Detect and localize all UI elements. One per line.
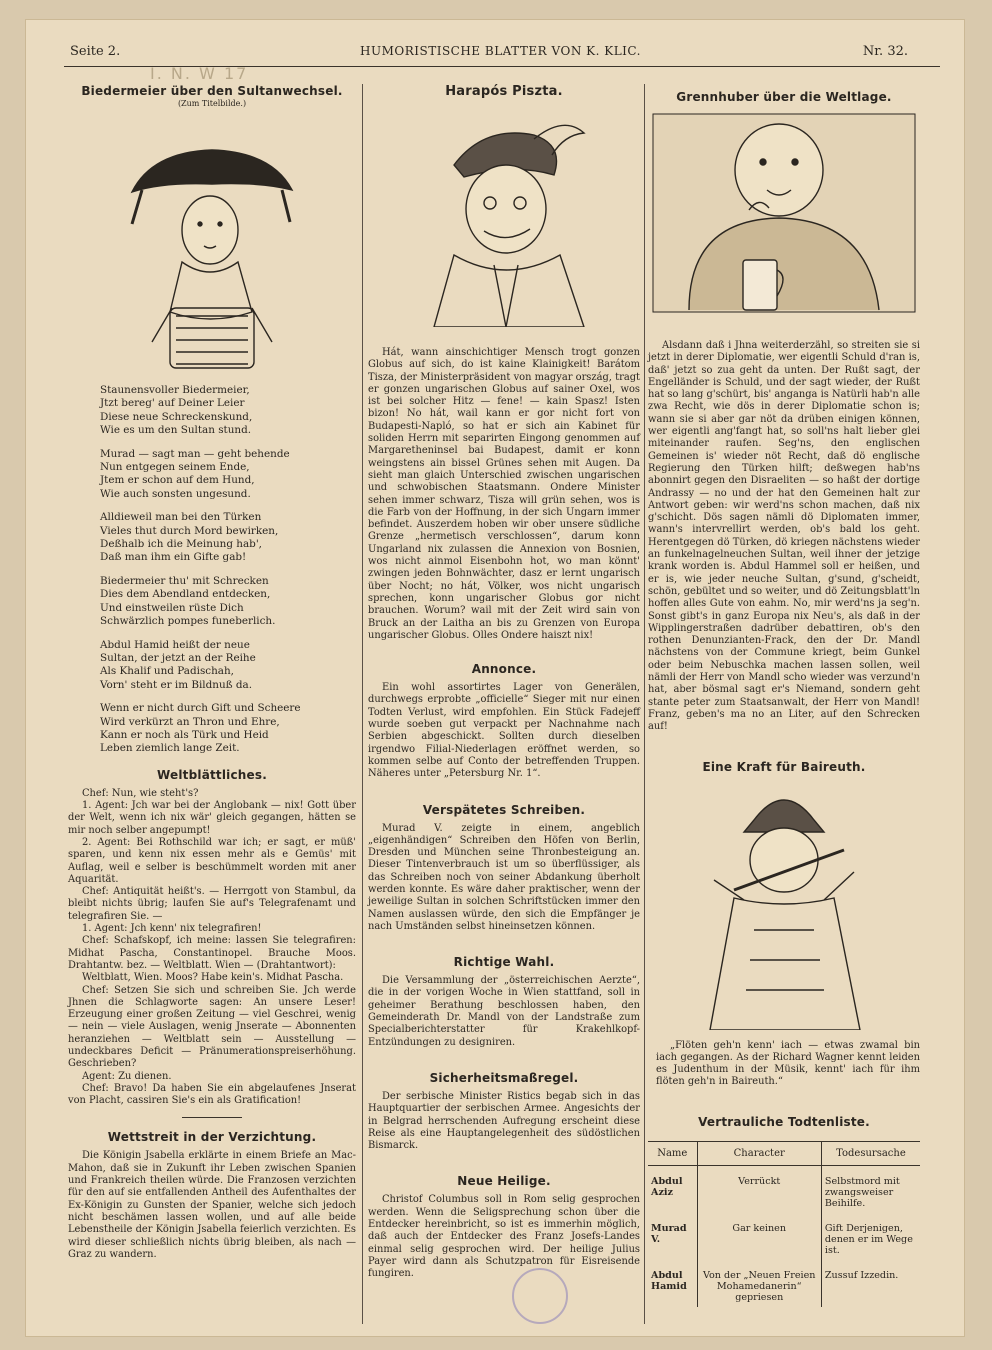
section-divider	[182, 1117, 242, 1118]
masthead: HUMORISTISCHE BLATTER VON K. KLIC.	[360, 44, 641, 58]
table-row	[648, 1213, 920, 1260]
col2-title: Harapós Piszta.	[445, 84, 563, 99]
tisza-illustration	[414, 105, 594, 327]
section-title: Wettstreit in der Verzichtung.	[107, 1130, 317, 1145]
column-3	[648, 84, 920, 1307]
col3-title: Grennhuber über die Weltlage.	[676, 90, 892, 104]
dialogue-line: Weltblatt, Wien. Moos? Habe kein's. Midhat Pascha.	[82, 972, 344, 984]
dialogue-line: Chef: Bravo! Da haben Sie ein abgelaufenes Jnserat von Placht, cassiren Sie's ein als Gratification!	[68, 1082, 356, 1107]
verspaetet-section	[368, 803, 640, 934]
grennhuber-illustration	[649, 110, 919, 316]
poem-stanza: Wenn er nicht durch Gift und Scheere Wird verkürzt an Thron und Ehre, Kann er noch als Türk und Heid Leben ziemlich lange Zeit.	[100, 702, 301, 755]
harapos-text	[368, 347, 640, 642]
poem-stanza: Biedermeier thu' mit Schrecken Dies dem Abendland entdecken, Und einstweilen rüste Dich Schwärzlich pompes funeberlich.	[100, 574, 276, 628]
biedermeier-illustration	[112, 112, 312, 378]
annonce-section	[368, 662, 640, 780]
dialogue-line: 1. Agent: Jch war bei der Anglobank — nix! Gott über der Welt, wenn ich nix wär' gleich gegangen, hätten se mir noch selber angepumpt!	[68, 800, 356, 836]
section-title: Annonce.	[471, 662, 537, 677]
table-row	[648, 1165, 920, 1213]
column-2	[368, 84, 640, 1281]
page-number: Seite 2.	[70, 44, 121, 59]
grennhuber-text	[648, 340, 920, 734]
table-cell: Abdul Aziz	[651, 1175, 683, 1198]
section-title: Richtige Wahl.	[453, 955, 555, 970]
table-cell: Gar keinen	[697, 1213, 821, 1260]
article-text: Ein wohl assortirtes Lager von Generälen, durchwegs erprobte „officielle“ Sieger mit nur einen Todten Verlust, wird empfohlen. Ein Stück Fadejeff wurde soeben gut verpackt per Nachnahme nach Serbien abgeschickt. Sollten durch dieselben irgendwo Filial-Niederlagen eröffnet werden, so kommen selbe auf Conto der betreffenden Truppen. Näheres unter „Petersburg Nr. 1“.	[368, 682, 640, 780]
table-header: Name	[648, 1141, 697, 1165]
dialogue-line: Chef: Nun, wie steht's?	[82, 787, 199, 799]
article-text: Die Versammlung der „österreichischen Aerzte“, die in der vorigen Woche in Wien stattfand, soll in geheimer Berathung beschlossen haben, den Gemeinderath Dr. Mandl von der Landstraße zum Specialberichterstatter für Krakehlkopf-Entzündungen zu designiren.	[368, 975, 640, 1048]
issue-number: Nr. 32.	[862, 44, 908, 59]
col1-title: Biedermeier über den Sultanwechsel.	[81, 84, 343, 98]
library-stamp	[512, 1268, 568, 1324]
table-cell: Verrückt	[697, 1165, 821, 1213]
kraft-section	[648, 760, 920, 1089]
table-cell: Zussuf Izzedin.	[821, 1260, 920, 1307]
death-list-table	[648, 1141, 920, 1307]
dialogue-line: Chef: Antiquität heißt's. — Herrgott von Stambul, da bleibt nichts übrig; laufen Sie auf's Telegrafenamt und telegrafiren Sie. —	[68, 886, 356, 922]
dialogue-line: Chef: Schafskopf, ich meine: lassen Sie telegrafiren: Midhat Pascha, Constantinopel. Brauche Moos. Drahtantw. bez. — Weltblatt. Wien — (Drahtantwort):	[68, 935, 356, 971]
heilige-section	[368, 1174, 640, 1280]
column-1	[68, 84, 356, 1261]
article-text: Murad V. zeigte in einem, angeblich „eigenhändigen“ Schreiben den Höfen von Berlin, Dresden und München seine Thronbesteigung an. Dieser Tintenverbrauch ist um so überflüssiger, als das Schreiben noch von seiner Abdankung überholt werden konnte. Es wäre daher praktischer, wenn der jeweilige Sultan in solchen Schriftstücken immer den Namen auslassen würde, den sich die Empfänger je nach Umständen selbst hineinsetzen können.	[368, 822, 640, 932]
poem-stanza: Abdul Hamid heißt der neue Sultan, der jetzt an der Reihe Als Khalif und Padischah, Vorn' steht er im Bildnuß da.	[100, 638, 256, 691]
article-text: Die Königin Jsabella erklärte in einem Briefe an Mac-Mahon, daß sie in Zukunft ihr Leben zwischen Spanien und Frankreich theilen würde. Die Franzosen verzichten für den auf sie entfallenden Antheil des Aufenthaltes der Ex-Königin zu Gunsten der Spanier, welche sich jedoch nicht beschämen lassen wollen, und auf alle beide Lebenstheile der Königin Jsabella feierlich verzichten. Es wird dieser schließlich nichts übrig bleiben, als nach — Graz zu wandern.	[68, 1150, 356, 1260]
poem-stanza: Murad — sagt man — geht behende Nun entgegen seinem Ende, Jtem er schon auf dem Hund, Wie auch sonsten ungesund.	[100, 447, 290, 500]
column-divider-1	[362, 84, 363, 1324]
table-cell: Gift Derjenigen, denen er im Wege ist.	[821, 1213, 920, 1260]
table-header: Todesursache	[821, 1141, 920, 1165]
todtenliste-section	[648, 1115, 920, 1307]
dialogue-line: 1. Agent: Jch kenn' nix telegrafiren!	[82, 923, 262, 935]
section-title: Vertrauliche Todtenliste.	[698, 1114, 870, 1129]
section-title: Eine Kraft für Baireuth.	[702, 759, 866, 774]
wahl-section	[368, 955, 640, 1049]
dialogue-line: 2. Agent: Bei Rothschild war ich; er sagt, er müß' sparen, und kenn nix essen mehr als e Gemüs' mit Auflag, weil e selber is beschümmelt worden mit aner Aquarität.	[68, 836, 356, 885]
article-text: Der serbische Minister Ristics begab sich in das Hauptquartier der serbischen Armee. Angesichts der in Belgrad herrschenden Aufregung erscheint diese Reise als eine Hauptangelegenheit des südöstlichen Bismarck.	[368, 1090, 640, 1152]
table-header-row	[648, 1141, 920, 1165]
weltblaettliches-section	[68, 768, 356, 1108]
dialogue-line: Chef: Setzen Sie sich und schreiben Sie. Jch werde Jhnen die Schlagworte sagen: An unsere Leser! Erzeugung einer großen Zeitung — viel Geschrei, wenig — nein — viele Auslagen, wenig Jnserate — Abonnenten heranziehen — Weltblatt sein — Ausstellung — undeckbares Deficit — Pränumerationspreiserhöhung. Geschrieben?	[68, 984, 356, 1070]
poem	[68, 384, 356, 756]
col1-subtitle: (Zum Titelbilde.)	[177, 99, 247, 108]
dialogue-line: Agent: Zu dienen.	[82, 1070, 172, 1082]
dialogue	[68, 788, 356, 1108]
table-cell: Abdul Hamid	[651, 1269, 687, 1292]
section-title: Weltblättliches.	[157, 767, 267, 782]
archive-pencil-note: I. N. W 17	[150, 64, 249, 83]
page-header	[40, 44, 944, 66]
section-title: Neue Heilige.	[457, 1174, 551, 1189]
article-text: Christof Columbus soll in Rom selig gesprochen werden. Wenn die Seligsprechung schon über die Entdecker hereinbricht, so ist es immerhin möglich, daß auch der Entdecker des Franz Josefs-Landes einmal selig gesprochen wird. Der heilige Julius Payer wird dann als Schutzpatron für Eisreisende fungiren.	[368, 1194, 640, 1280]
table-cell: Selbstmord mit zwangsweiser Beihilfe.	[821, 1165, 920, 1213]
wettstreit-section	[68, 1130, 356, 1261]
column-divider-2	[644, 84, 645, 1324]
table-cell: Murad V.	[651, 1222, 687, 1245]
article-text: Alsdann daß i Jhna weiterderzähl, so streiten sie si jetzt in derer Diplomatie, wer eigentli Schuld d'ran is, daß' jetzt so zua geht da unten. Der Rußt sagt, der Engelländer is Schuld, und der sagt wieder, der Rußt hat so lang g'schürt, bis' anganga is Natürli hab'n alle zwa Recht, wie dös in derer Diplomatie schon is; wann sie si aber gar nöt da drüben einigen können, wer eigentli ang'fangt hat, so soll'ns halt lieber glei miteinander raufen. Seg'ns, den englischen Gemeinen is' wieder nöt Recht, daß dö englische Regierung den Türken hilft; deßwegen hab'ns abonnirt gegen den Disraeliten — so haßt der dortige Andrassy — no und der hat den Gemeinen halt zur Antwort geben: wir werd'ns schon machen, daß nix g'schicht. Dös sagen nämli dö Diplomaten immer, wann's intervrellirt werden, ob's bald los geht. Herentgegen dö Türken, dö kriegen nächstens wieder an funkelnagelneuchen Sultan, weil ihner der jetzige krank worden is. Abdul Hammel soll er heißen, und er is, wie jeder neuche Sultan, g'sund, g'scheidt, schön, gebültet und so weiter, und dö Zeitungsblatt'ln hoffen alles Gute von eahm. No, mir werd'ns ja seg'n. Sonst gibt's in ganz Europa nix Neu's, als daß in der Wipplingerstraßen dadrüber debattiren, ob's den rothen Denunzianten-Frack, den der Dr. Mandl nächstens von der Commune kriegt, beim Gunkel oder beim Nebuschka machen lassen sollen, weil nämli der Herr von Mandl scho wieder was verzund'n hat, aber bösmal sagt er's Niemand, sondern geht stante peter zum Staatsanwalt, der Herr von Mandl! Franz, geben's ma no an Liter, auf den Schrecken auf!	[648, 340, 920, 733]
caption: „Flöten geh'n kenn' iach — etwas zwamal bin iach gegangen. As der Richard Wagner kennt leiden es Judenthum in der Müsik, kennt' iach für ihm flöten geh'n in Baireuth.“	[656, 1039, 920, 1088]
sicherheit-section	[368, 1071, 640, 1152]
table-cell: Von der „Neuen Freien Mohamedanerin“ gepriesen	[697, 1260, 821, 1307]
section-title: Verspätetes Schreiben.	[422, 802, 586, 817]
flute-player-illustration	[684, 780, 884, 1030]
section-title: Sicherheitsmaßregel.	[429, 1070, 579, 1085]
poem-stanza: Alldieweil man bei den Türken Vieles thut durch Mord bewirken, Deßhalb ich die Meinung hab', Daß man ihm ein Gifte gab!	[100, 511, 279, 564]
article-text: Hát, wann ainschichtiger Mensch trogt gonzen Globus auf sich, do ist kaine Klainigkeit! Barátom Tisza, der Ministerpräsident von magyar ország, tragt er gonzen ungarischen Globus auf sainer Oxel, wos ist bei solcher Hitz — fene! — kain Spasz! Isten bizon! No hát, wail kann er gor nicht fort von Budapesti-Napló, so hat er sich ain Kabinet für soliden Herrn mit separirten Eingong genommen auf Margaretheninsel bai Budapest, damit er konn weingstens ain bissel Grünes sehen mit Augen. Da sieht man glaich Unterschied zwischen ungarischen und schwobischen Staatsmann. Ondere Minister sehen immer schwarz, Tisza will grün sehen, wos is die Farb von der Hoffnung, in der sich Ungarn immer befindet. Auszerdem hoben wir ober unsere südliche Grenze „hermetisch verschlossen“, darum konn Ungarland nix zulassen die Annexion von Bosnien, wos nicht ainmol Eisenbohn hot, wo man könnt' zwingen jeden Bohnwächter, dasz er lernt ungarisch über Nocht; no hát, Völker, wos nicht ungarisch sprechen, konn ungarischer Globus gor nicht brauchen. Worum? wail mit der Zeit wird sain von Bruck an der Laitha an bis zu Grenzen von Europa ungarischer Globus. Olles Ondere haiszt nix!	[368, 347, 640, 641]
table-header: Character	[697, 1141, 821, 1165]
table-row	[648, 1260, 920, 1307]
poem-stanza: Staunensvoller Biedermeier, Jtzt bereg' auf Deiner Leier Diese neue Schreckenskund, Wie es um den Sultan stund.	[100, 384, 253, 437]
